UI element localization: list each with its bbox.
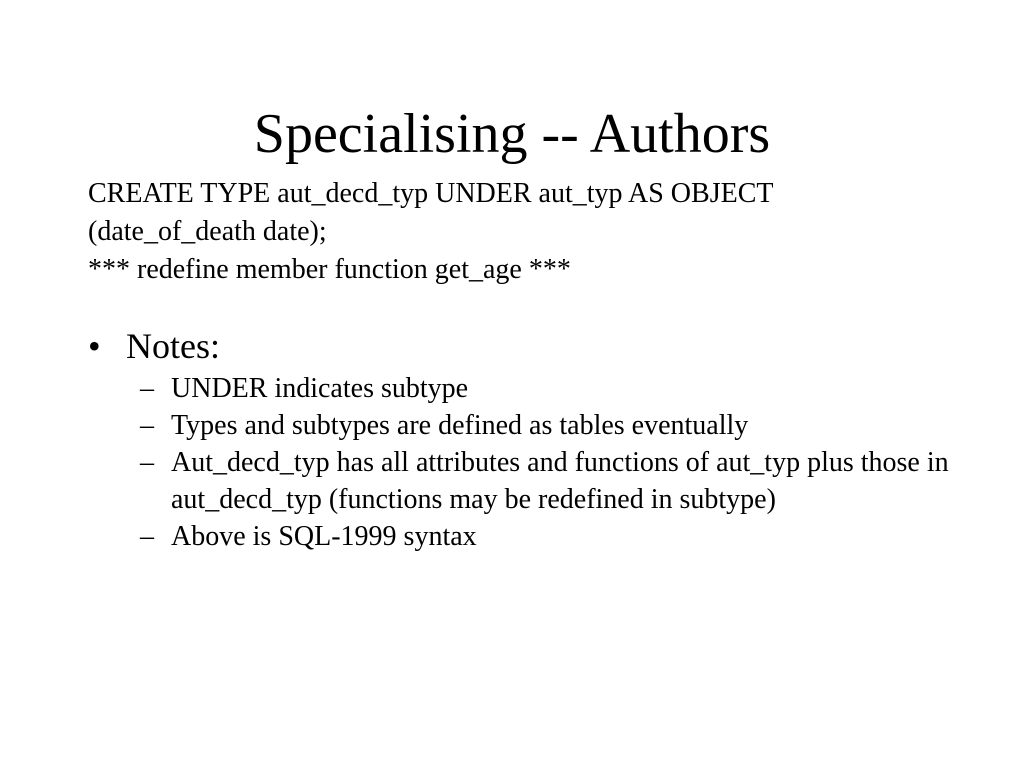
code-line: *** redefine member function get_age *** [88,254,571,285]
sub-bullet-item [88,518,968,555]
sub-bullet-text: Types and subtypes are defined as tables eventually [171,410,749,441]
sub-bullet-text: Above is SQL-1999 syntax [171,521,477,552]
bullet-icon: • [88,326,101,366]
bullet-label: Notes: [126,326,220,366]
dash-icon: – [140,521,154,552]
sub-bullet-item [88,407,968,444]
sub-bullet-text: UNDER indicates subtype [171,373,469,404]
dash-icon: – [140,447,154,478]
bullet-item-notes [88,324,968,368]
notes-list [88,324,968,555]
sub-bullet-list [88,370,968,555]
sub-bullet-item [88,444,968,518]
code-block [88,175,968,289]
sub-bullet-item [88,370,968,407]
sub-bullet-text: Aut_decd_typ has all attributes and functions of aut_typ plus those in aut_decd_typ (functions may be redefined in subtype) [171,447,949,515]
dash-icon: – [140,410,154,441]
code-line: CREATE TYPE aut_decd_typ UNDER aut_typ AS OBJECT [88,178,774,209]
code-line: (date_of_death date); [88,216,327,247]
slide-title: Specialising -- Authors [253,103,771,165]
dash-icon: – [140,373,154,404]
